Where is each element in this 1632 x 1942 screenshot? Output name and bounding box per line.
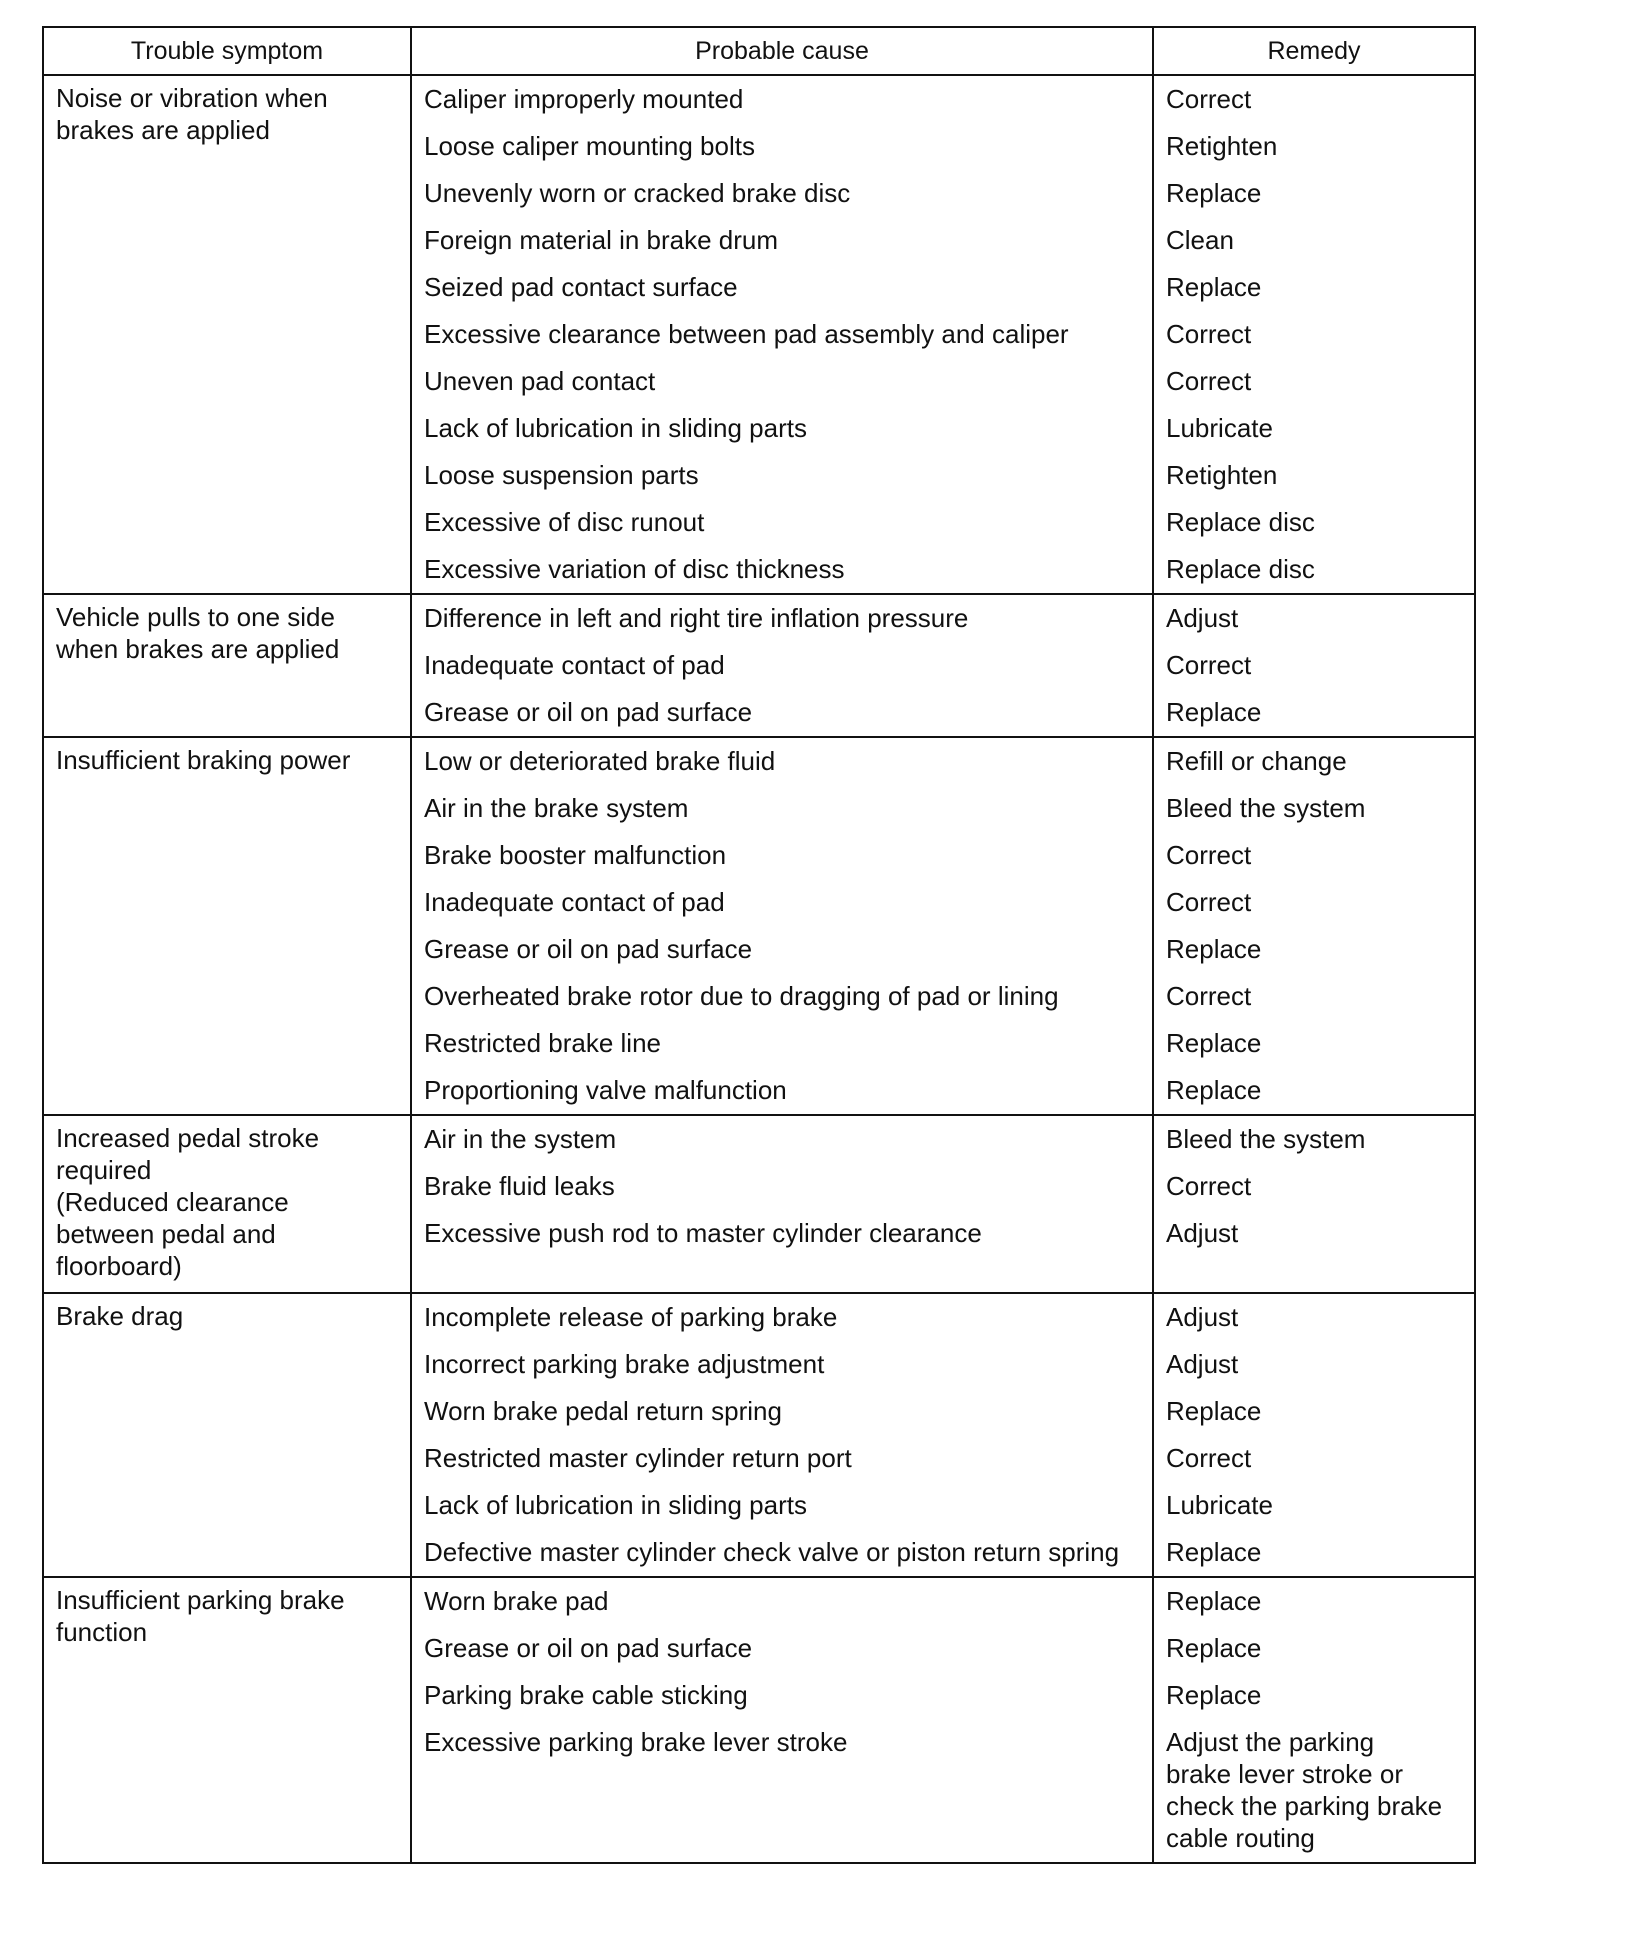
trouble-symptom-cell [43,1577,411,1863]
probable-cause-item: Restricted brake line [424,1028,661,1058]
symptom-text-line: when brakes are applied [56,634,340,664]
remedy-item: Bleed the system [1166,1124,1366,1154]
remedy-text-line: brake lever stroke or [1166,1759,1403,1789]
symptom-group-row [43,1577,1475,1863]
probable-cause-item: Seized pad contact surface [424,272,738,302]
symptom-text-line: Insufficient parking brake [56,1585,345,1615]
remedy-item: Replace [1166,1075,1262,1105]
troubleshooting-table [42,26,1476,1864]
remedy-item: Replace [1166,272,1262,302]
probable-cause-item: Lack of lubrication in sliding parts [424,1490,807,1520]
remedy-item: Bleed the system [1166,793,1366,823]
remedy-item: Replace [1166,1396,1262,1426]
probable-cause-item: Low or deteriorated brake fluid [424,746,776,776]
probable-cause-item: Incorrect parking brake adjustment [424,1349,825,1379]
trouble-symptom-cell [43,737,411,1115]
symptom-group-row [43,1115,1475,1293]
remedy-cell [1153,75,1475,594]
remedy-item: Lubricate [1166,1490,1273,1520]
remedy-cell [1153,1115,1475,1293]
symptom-text-line: required [56,1155,152,1185]
header-remedy: Remedy [1153,27,1475,75]
probable-cause-item: Inadequate contact of pad [424,650,725,680]
remedy-item: Adjust [1166,1218,1239,1248]
remedy-item: Correct [1166,366,1252,396]
probable-cause-item: Excessive clearance between pad assembly and caliper [424,319,1069,349]
troubleshooting-sheet [42,26,1474,1864]
probable-cause-item: Foreign material in brake drum [424,225,779,255]
probable-cause-item: Excessive variation of disc thickness [424,554,845,584]
probable-cause-cell [411,1115,1153,1293]
header-trouble-symptom: Trouble symptom [43,27,411,75]
remedy-item: Refill or change [1166,746,1347,776]
trouble-symptom-cell [43,1115,411,1293]
remedy-text-line: Adjust the parking [1166,1727,1375,1757]
remedy-item: Replace [1166,1586,1262,1616]
probable-cause-item: Excessive push rod to master cylinder clearance [424,1218,982,1248]
probable-cause-cell [411,594,1153,737]
probable-cause-item: Unevenly worn or cracked brake disc [424,178,851,208]
trouble-symptom-cell [43,1293,411,1577]
trouble-symptom-cell [43,75,411,594]
symptom-text-line: Increased pedal stroke [56,1123,320,1153]
remedy-item: Replace disc [1166,554,1315,584]
probable-cause-item: Excessive parking brake lever stroke [424,1727,848,1757]
probable-cause-item: Worn brake pedal return spring [424,1396,782,1426]
remedy-item: Replace [1166,697,1262,727]
remedy-item: Replace [1166,1028,1262,1058]
probable-cause-item: Air in the brake system [424,793,689,823]
remedy-item [1154,1719,1474,1862]
symptom-group-row [43,737,1475,1115]
symptom-group-row [43,75,1475,594]
probable-cause-item: Loose suspension parts [424,460,699,490]
remedy-item: Clean [1166,225,1234,255]
probable-cause-item: Grease or oil on pad surface [424,697,753,727]
probable-cause-cell [411,75,1153,594]
remedy-item: Replace [1166,1680,1262,1710]
remedy-item: Adjust [1166,1349,1239,1379]
probable-cause-item: Air in the system [424,1124,617,1154]
remedy-item: Correct [1166,887,1252,917]
probable-cause-cell [411,1577,1153,1863]
remedy-text-line: check the parking brake [1166,1791,1443,1821]
remedy-item: Correct [1166,840,1252,870]
remedy-text-line: cable routing [1166,1823,1315,1853]
remedy-item: Replace [1166,1537,1262,1567]
remedy-item: Adjust [1166,1302,1239,1332]
symptom-text-line: Brake drag [56,1301,184,1331]
symptom-text-line: Insufficient braking power [56,745,351,775]
probable-cause-item: Worn brake pad [424,1586,609,1616]
probable-cause-item: Brake fluid leaks [424,1171,615,1201]
probable-cause-item: Incomplete release of parking brake [424,1302,838,1332]
remedy-item: Replace [1166,178,1262,208]
probable-cause-item: Proportioning valve malfunction [424,1075,787,1105]
probable-cause-item: Brake booster malfunction [424,840,727,870]
symptom-group-row [43,594,1475,737]
remedy-item: Replace [1166,934,1262,964]
remedy-cell [1153,594,1475,737]
probable-cause-item: Grease or oil on pad surface [424,934,753,964]
probable-cause-item: Inadequate contact of pad [424,887,725,917]
symptom-text-line: (Reduced clearance [56,1187,289,1217]
probable-cause-item: Overheated brake rotor due to dragging of pad or lining [424,981,1059,1011]
symptom-group-row [43,1293,1475,1577]
symptom-text-line: between pedal and [56,1219,276,1249]
remedy-item: Correct [1166,650,1252,680]
probable-cause-cell [411,737,1153,1115]
remedy-item: Correct [1166,1171,1252,1201]
probable-cause-item: Grease or oil on pad surface [424,1633,753,1663]
remedy-item: Correct [1166,84,1252,114]
probable-cause-item: Loose caliper mounting bolts [424,131,755,161]
remedy-item: Correct [1166,1443,1252,1473]
remedy-cell [1153,737,1475,1115]
remedy-cell [1153,1577,1475,1863]
probable-cause-item: Defective master cylinder check valve or piston return spring [424,1537,1120,1567]
symptom-text-line: Noise or vibration when [56,83,328,113]
remedy-item: Adjust [1166,603,1239,633]
header-probable-cause: Probable cause [411,27,1153,75]
remedy-cell [1153,1293,1475,1577]
symptom-text-line: Vehicle pulls to one side [56,602,335,632]
remedy-item: Retighten [1166,460,1278,490]
header-row [43,27,1475,75]
remedy-item: Correct [1166,981,1252,1011]
trouble-symptom-cell [43,594,411,737]
remedy-item: Replace disc [1166,507,1315,537]
probable-cause-item: Excessive of disc runout [424,507,705,537]
remedy-item: Replace [1166,1633,1262,1663]
symptom-text-line: function [56,1617,148,1647]
table-body [43,75,1475,1863]
probable-cause-item: Uneven pad contact [424,366,656,396]
probable-cause-item: Lack of lubrication in sliding parts [424,413,807,443]
probable-cause-item: Restricted master cylinder return port [424,1443,852,1473]
probable-cause-item: Caliper improperly mounted [424,84,744,114]
probable-cause-cell [411,1293,1153,1577]
probable-cause-item: Parking brake cable sticking [424,1680,748,1710]
remedy-item: Correct [1166,319,1252,349]
probable-cause-item: Difference in left and right tire inflation pressure [424,603,969,633]
symptom-text-line: floorboard) [56,1251,182,1281]
remedy-item: Lubricate [1166,413,1273,443]
remedy-item: Retighten [1166,131,1278,161]
symptom-text-line: brakes are applied [56,115,270,145]
